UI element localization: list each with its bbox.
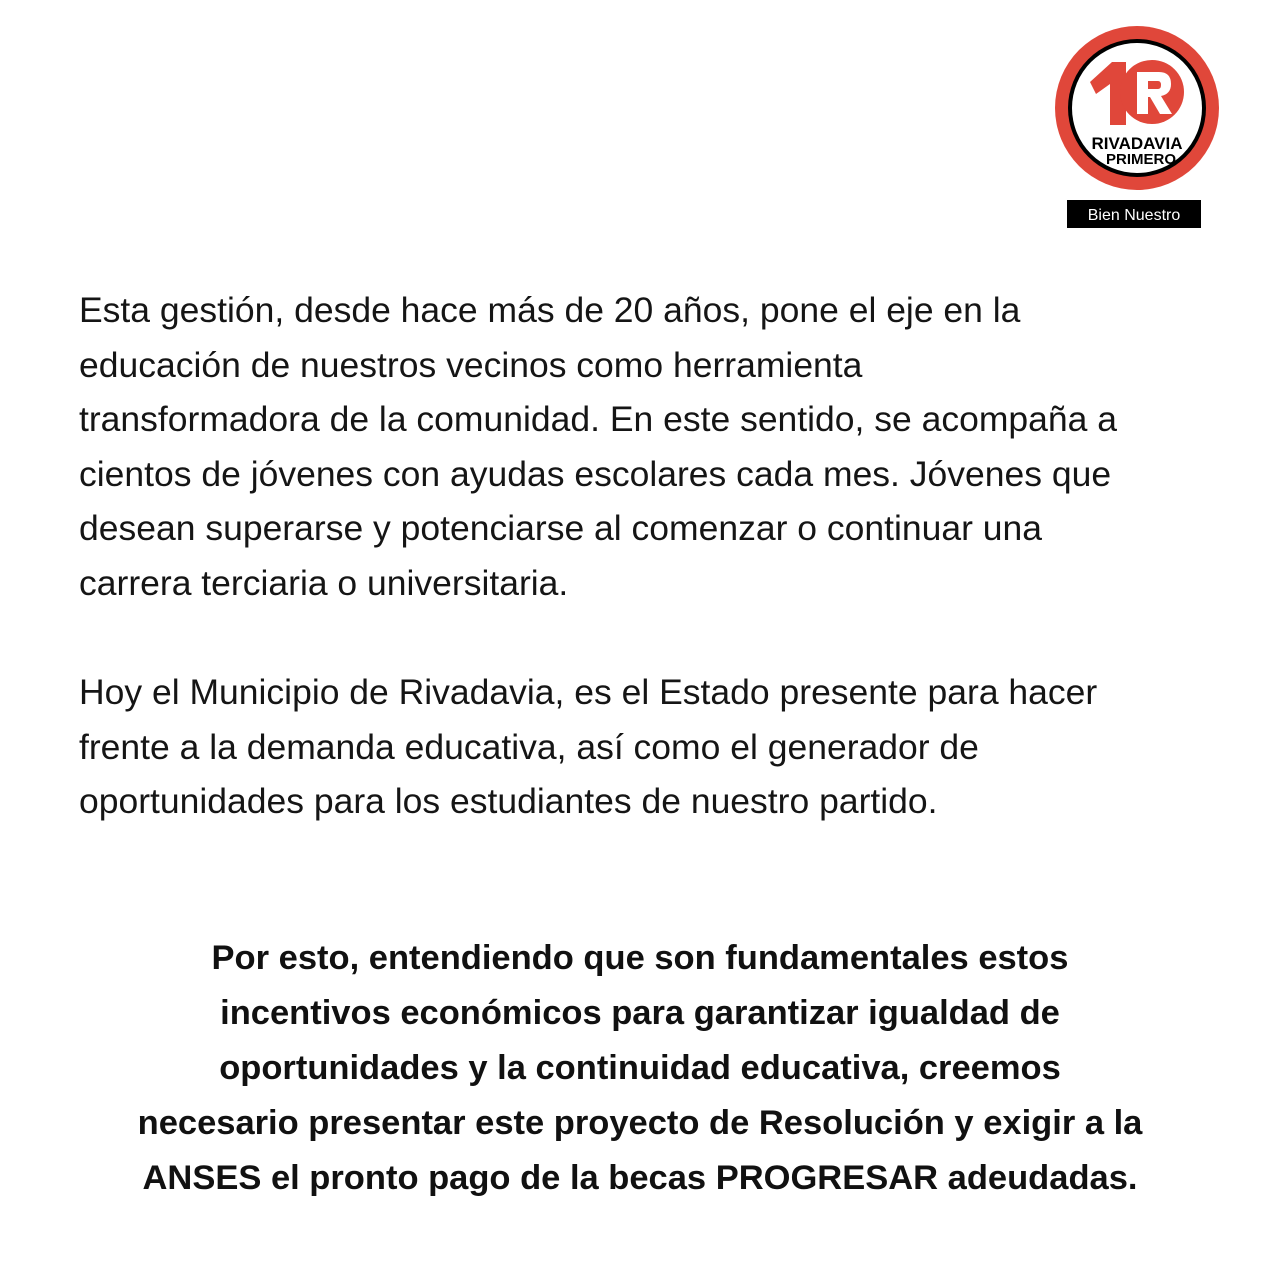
text-line: carrera terciaria o universitaria. <box>79 562 569 603</box>
text-line: transformadora de la comunidad. En este sentido, se acompaña a <box>79 399 1118 439</box>
closing-line: oportunidades y la continuidad educativa, creemos <box>219 1049 1061 1087</box>
paragraph-education-management <box>79 283 1229 610</box>
closing-statement <box>40 931 1240 1206</box>
closing-line: ANSES el pronto pago de la becas PROGRESAR adeudadas. <box>142 1159 1138 1197</box>
text-line: desean superarse y potenciarse al comenzar o continuar una <box>79 508 1043 548</box>
closing-line: incentivos económicos para garantizar igualdad de <box>220 994 1060 1032</box>
rivadavia-primero-logo <box>1040 22 1230 232</box>
logo-tagline: Bien Nuestro <box>1087 207 1181 224</box>
text-line: Hoy el Municipio de Rivadavia, es el Estado presente para hacer <box>79 672 1098 712</box>
closing-line: necesario presentar este proyecto de Resolución y exigir a la <box>137 1104 1143 1142</box>
text-line: Esta gestión, desde hace más de 20 años, pone el eje en la <box>79 290 1021 330</box>
logo-name-line2: PRIMERO <box>1105 151 1177 168</box>
text-line: cientos de jóvenes con ayudas escolares cada mes. Jóvenes que <box>79 453 1112 494</box>
closing-line: Por esto, entendiendo que son fundamentales estos <box>211 939 1069 977</box>
text-line: oportunidades para los estudiantes de nuestro partido. <box>79 781 938 821</box>
text-line: educación de nuestros vecinos como herramienta <box>79 344 863 385</box>
text-line: frente a la demanda educativa, así como el generador de <box>79 726 979 767</box>
paragraph-municipality-role <box>79 665 1229 829</box>
logo-name-line1: RIVADAVIA <box>1091 134 1183 153</box>
